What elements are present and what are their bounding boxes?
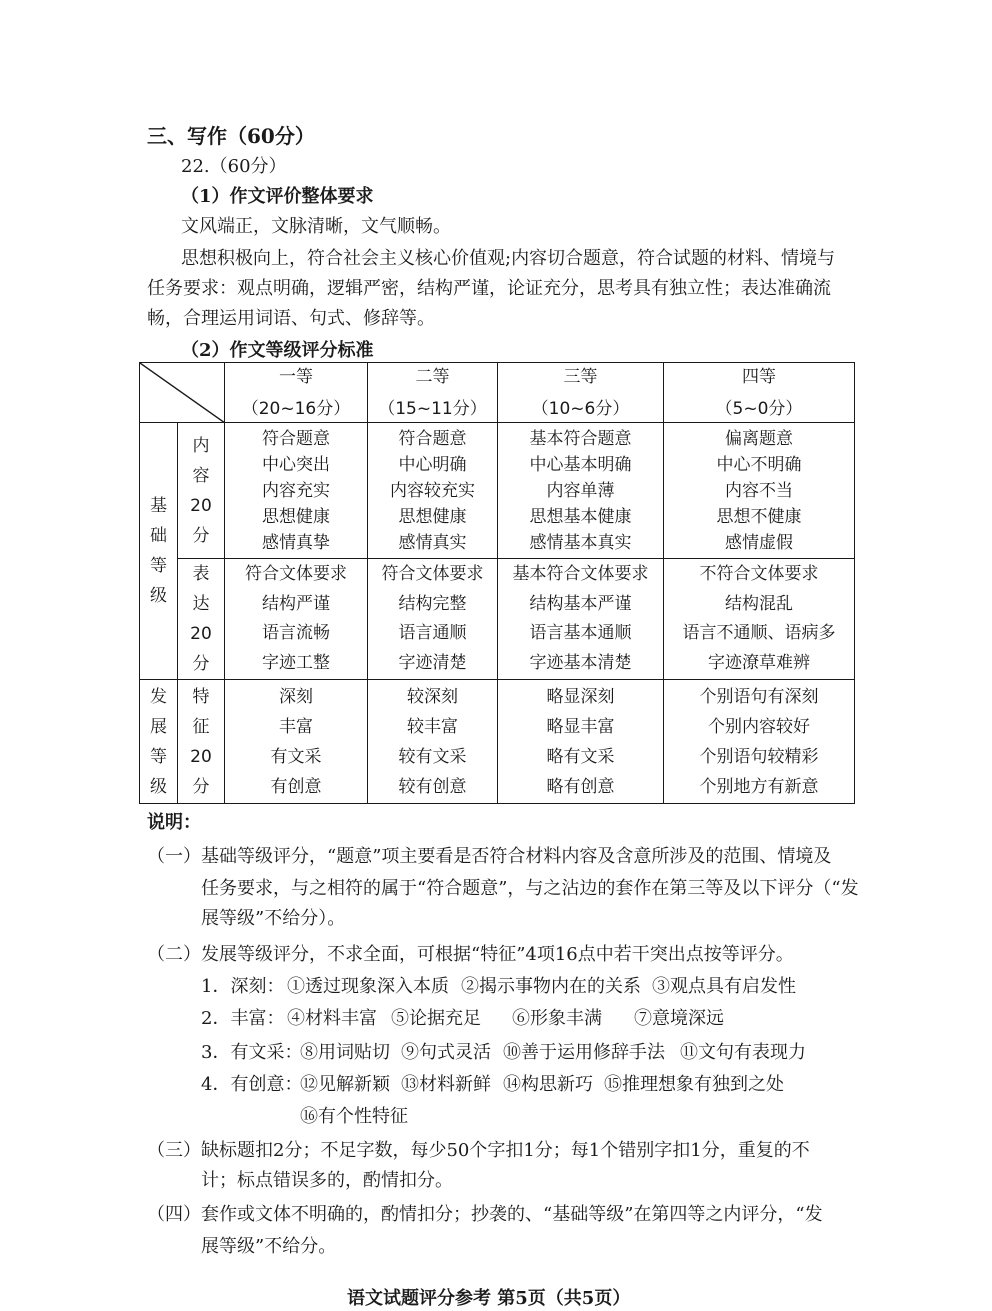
note-2-item2-label: 2．丰富： [201,1008,285,1029]
note-2-item3-label: 3．有文采： [201,1042,303,1063]
part1-para-line: 任务要求：观点明确，逻辑严密，结构严谨，论证充分，思考具有独立性；表达准确流 [147,278,831,299]
group-basic-label: 基 础 等 级 [140,423,178,680]
expression-cell-grade3: 基本符合文体要求 结构基本严谨 语言基本通顺 字迹基本清楚 [498,559,664,680]
content-row [140,423,855,559]
part2-heading: （2）作文等级评分标准 [181,340,374,361]
grade-header-1: 一等 （20~16分） [225,363,368,423]
expression-cell-grade2: 符合文体要求 结构完整 语言通顺 字迹清楚 [368,559,498,680]
content-cell-grade3: 基本符合题意 中心基本明确 内容单薄 思想基本健康 感情基本真实 [498,423,664,559]
note-4-line: 展等级”不给分。 [201,1236,337,1257]
feature-label: 特 征 20 分 [178,680,225,804]
note-1-line: 展等级”不给分）。 [201,908,346,929]
note-2-point: ⑩善于运用修辞手法 [503,1042,665,1063]
content-label: 内 容 20 分 [178,423,225,559]
content-cell-grade4: 偏离题意 中心不明确 内容不当 思想不健康 感情虚假 [664,423,855,559]
grade-header-2: 二等 （15~11分） [368,363,498,423]
part1-heading: （1）作文评价整体要求 [181,186,374,207]
note-2-point: ④材料丰富 [287,1008,377,1029]
grading-table [139,362,855,804]
feature-cell-grade1: 深刻 丰富 有文采 有创意 [225,680,368,804]
notes-title: 说明： [147,812,201,833]
note-2-point: ②揭示事物内在的关系 [461,976,641,997]
group-dev-label: 发 展 等 级 [140,680,178,804]
note-2-point: ⑮推理想象有独到之处 [604,1074,784,1095]
question-header: 22.（60分） [181,156,287,177]
note-2-line: （二）发展等级评分，不求全面，可根据“特征”4项16点中若干突出点按等评分。 [147,944,794,965]
note-3-line: 计；标点错误多的，酌情扣分。 [201,1170,453,1191]
note-2-point: ③观点具有启发性 [652,976,796,997]
expression-row [140,559,855,680]
expression-cell-grade1: 符合文体要求 结构严谨 语言流畅 字迹工整 [225,559,368,680]
note-2-point: ⑬材料新鲜 [401,1074,491,1095]
grade-header-4: 四等 （5~0分） [664,363,855,423]
page-footer: 语文试题评分参考 第5页（共5页） [347,1288,631,1309]
note-4-line: （四）套作或文体不明确的，酌情扣分；抄袭的、“基础等级”在第四等之内评分，“发 [147,1204,823,1225]
grade-header-3: 三等 （10~6分） [498,363,664,423]
note-2-item1-label: 1．深刻： [201,976,285,997]
note-1-line: （一）基础等级评分，“题意”项主要看是否符合材料内容及含意所涉及的范围、情境及 [147,846,832,867]
feature-cell-grade4: 个别语句有深刻 个别内容较好 个别语句较精彩 个别地方有新意 [664,680,855,804]
note-2-point: ⑦意境深远 [634,1008,724,1029]
expression-cell-grade4: 不符合文体要求 结构混乱 语言不通顺、语病多 字迹潦草难辨 [664,559,855,680]
note-2-point: ⑤论据充足 [391,1008,481,1029]
corner-cell [140,363,225,423]
part1-para-line: 畅，合理运用词语、句式、修辞等。 [147,308,435,329]
note-2-point: ⑧用词贴切 [300,1042,390,1063]
note-2-item4-label: 4．有创意： [201,1074,303,1095]
content-cell-grade2: 符合题意 中心明确 内容较充实 思想健康 感情真实 [368,423,498,559]
note-2-point: ⑪文句有表现力 [680,1042,806,1063]
grade-header-row [140,363,855,423]
note-2-point: ⑫见解新颖 [300,1074,390,1095]
expression-label: 表 达 20 分 [178,559,225,680]
feature-cell-grade2: 较深刻 较丰富 较有文采 较有创意 [368,680,498,804]
diagonal-line [140,363,225,423]
section-title: 三、写作（60分） [147,124,315,148]
note-2-point: ⑭构思新巧 [503,1074,593,1095]
note-2-point: ⑨句式灵活 [401,1042,491,1063]
content-cell-grade1: 符合题意 中心突出 内容充实 思想健康 感情真挚 [225,423,368,559]
note-1-line: 任务要求，与之相符的属于“符合题意”，与之沾边的套作在第三等及以下评分（“发 [201,878,859,899]
feature-cell-grade3: 略显深刻 略显丰富 略有文采 略有创意 [498,680,664,804]
part1-para-line: 思想积极向上，符合社会主义核心价值观;内容切合题意，符合试题的材料、情境与 [181,248,836,269]
note-2-point: ⑯有个性特征 [300,1106,408,1127]
note-3-line: （三）缺标题扣2分；不足字数，每少50个字扣1分；每1个错别字扣1分，重复的不 [147,1140,810,1161]
note-2-point: ⑥形象丰满 [512,1008,602,1029]
feature-row [140,680,855,804]
part1-line1: 文风端正，文脉清晰，文气顺畅。 [181,216,451,237]
note-2-point: ①透过现象深入本质 [287,976,449,997]
